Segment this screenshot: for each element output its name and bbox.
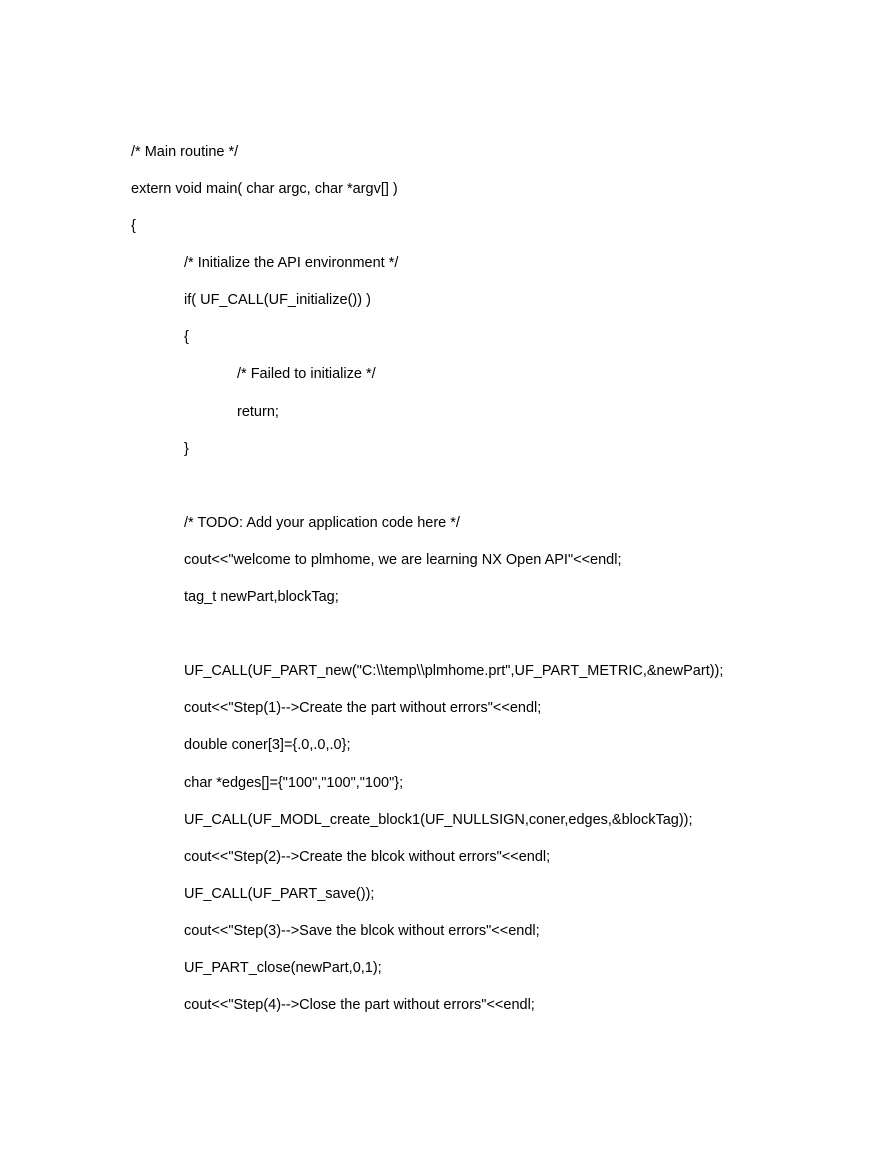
code-main-signature: extern void main( char argc, char *argv[] ) [131, 181, 398, 197]
code-coner-declaration: double coner[3]={.0,.0,.0}; [184, 737, 351, 753]
code-if-open-brace: { [184, 329, 189, 345]
code-part-save: UF_CALL(UF_PART_save()); [184, 886, 375, 902]
code-cout-welcome: cout<<"welcome to plmhome, we are learning NX Open API"<<endl; [184, 552, 622, 568]
code-part-new: UF_CALL(UF_PART_new("C:\\temp\\plmhome.prt",UF_PART_METRIC,&newPart)); [184, 663, 724, 679]
code-if-initialize: if( UF_CALL(UF_initialize()) ) [184, 292, 371, 308]
code-comment-todo: /* TODO: Add your application code here */ [184, 515, 460, 531]
code-cout-step4: cout<<"Step(4)-->Close the part without errors"<<endl; [184, 997, 535, 1013]
code-open-brace: { [131, 218, 136, 234]
code-cout-step1: cout<<"Step(1)-->Create the part without errors"<<endl; [184, 700, 542, 716]
code-cout-step3: cout<<"Step(3)-->Save the blcok without errors"<<endl; [184, 923, 540, 939]
code-if-close-brace: } [184, 441, 189, 457]
code-comment-main-routine: /* Main routine */ [131, 144, 239, 160]
code-part-close: UF_PART_close(newPart,0,1); [184, 960, 382, 976]
code-edges-declaration: char *edges[]={"100","100","100"}; [184, 775, 404, 791]
code-cout-step2: cout<<"Step(2)-->Create the blcok without errors"<<endl; [184, 849, 551, 865]
code-tag-declaration: tag_t newPart,blockTag; [184, 589, 339, 605]
code-comment-initialize: /* Initialize the API environment */ [184, 255, 399, 271]
code-comment-failed: /* Failed to initialize */ [237, 366, 376, 382]
code-return: return; [237, 404, 279, 420]
code-create-block: UF_CALL(UF_MODL_create_block1(UF_NULLSIGN,coner,edges,&blockTag)); [184, 812, 693, 828]
